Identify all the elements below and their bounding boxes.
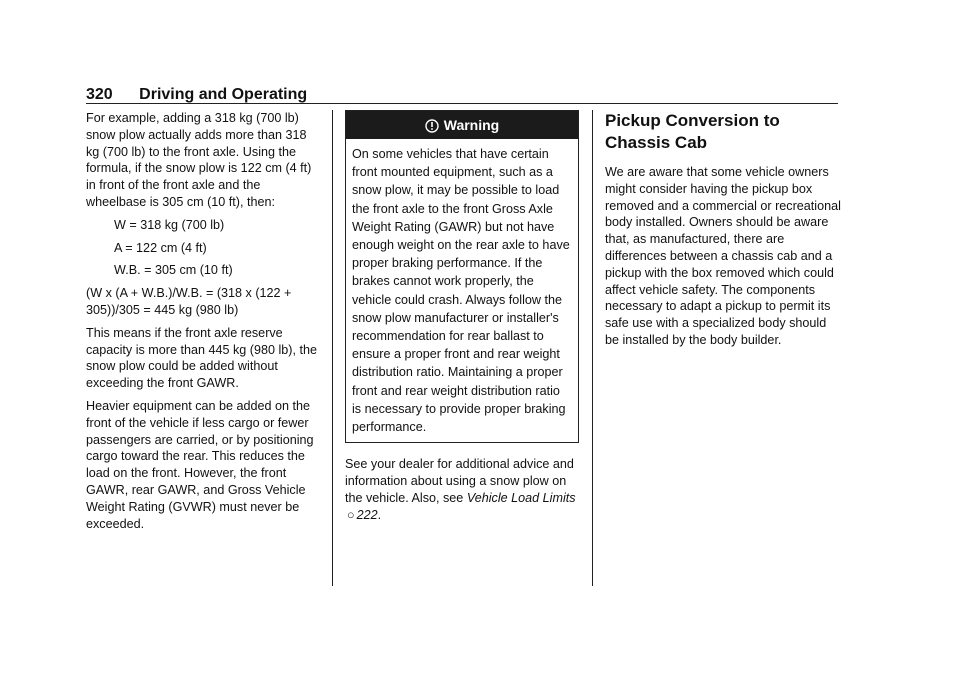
warning-icon xyxy=(425,119,439,133)
formula-a: A = 122 cm (4 ft) xyxy=(114,240,207,255)
warning-box xyxy=(345,110,579,443)
formula-wb: W.B. = 305 cm (10 ft) xyxy=(114,263,233,278)
page-ref-number[interactable]: 222 xyxy=(356,507,378,522)
warning-header xyxy=(346,111,578,139)
warning-title: Warning xyxy=(443,117,500,133)
column-divider xyxy=(592,110,593,586)
formula-w: W = 318 kg (700 lb) xyxy=(114,217,225,232)
page-number: 320 xyxy=(86,86,113,103)
sentence-end: . xyxy=(377,507,382,522)
paragraph-example: For example, adding a 318 kg (700 lb) snow plow actually adds more than 318 kg (700 lb) to the front axle. Using the formula, if the snow plow is 122 cm (4 ft) in front of the front axle and the wheelbase is 305 cm (10 ft), then: xyxy=(86,111,312,209)
column-left xyxy=(86,110,321,538)
page-ref-icon: ○ xyxy=(347,507,355,522)
dealer-advice xyxy=(345,456,579,523)
header-rule xyxy=(86,103,838,104)
paragraph-reserve: This means if the front axle reserve capacity is more than 445 kg (980 lb), the snow plow could be added without exceeding the front GAWR. xyxy=(86,325,318,391)
section-heading: Pickup Conversion to Chassis Cab xyxy=(605,111,780,152)
column-divider xyxy=(332,110,333,586)
page-header xyxy=(86,86,307,104)
section-title: Driving and Operating xyxy=(139,86,308,103)
column-right xyxy=(605,110,841,355)
vehicle-load-limits-link[interactable]: Vehicle Load Limits xyxy=(466,490,576,505)
warning-text: On some vehicles that have certain front mounted equipment, such as a snow plow, it may be possible to load the front axle to the front Gross Axle Weight Rating (GAWR) but not have enough weight on the rear axle to have proper braking performance. If the brakes cannot work properly, the vehicle could crash. Always follow the snow plow manufacturer or installer's recommendation for rear ballast to ensure a proper front and rear weight distribution ratio. Maintaining a proper front and rear weight distribution ratio is necessary to provide proper braking performance. xyxy=(352,147,570,435)
formula-result: (W x (A + W.B.)/W.B. = (318 x (122 + 305))/305 = 445 kg (980 lb) xyxy=(86,286,292,317)
paragraph-heavier: Heavier equipment can be added on the front of the vehicle if less cargo or fewer passengers are carried, or by positioning cargo toward the rear. This reduces the load on the front. However, the front GAWR, rear GAWR, and Gross Vehicle Weight Rating (GVWR) must never be exceeded. xyxy=(86,398,314,531)
dealer-advice-text: See your dealer for additional advice and information about using a snow plow on the vehicle. Also, see xyxy=(345,457,574,505)
column-middle xyxy=(345,110,579,529)
pickup-conversion-text: We are aware that some vehicle owners might consider having the pickup box removed and a commercial or recreational body installed. Owners should be aware that, as manufactured, there are differences between a chassis cab and a pickup with the box removed which could affect vehicle safety. The components necessary to adapt a pickup to permit its safe use with a specialized body should be installed by the body builder. xyxy=(605,165,841,347)
